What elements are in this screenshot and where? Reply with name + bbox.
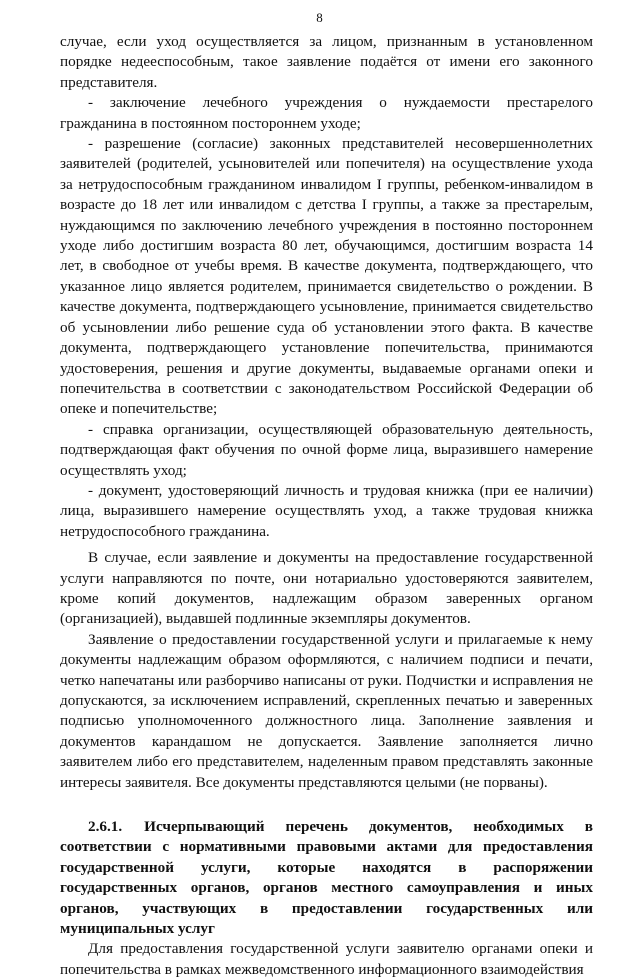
section-title: Исчерпывающий перечень документов, необходимых в соответствии с нормативными правовыми актами для предоставления государственной услуги, которые находятся в распоряжении государственных органов, органов местного самоуправления и иных органов, участвующих в предоставлении государственных или муниципальных услуг [60, 818, 593, 938]
list-item-education-certificate: - справка организации, осуществляющей образовательную деятельность, подтверждающая факт обучения по очной форме лица, выразившего намерение осуществлять уход; [60, 420, 593, 479]
list-item-identity-document: - документ, удостоверяющий личность и трудовая книжка (при ее наличии) лица, выразившего намерение осуществлять уход, а также трудовая книжка нетрудоспособного гражданина. [60, 481, 593, 540]
paragraph-continuation: случае, если уход осуществляется за лицом, признанным в установленном порядке недееспособным, такое заявление подаётся от имени его законного представителя. [60, 33, 593, 91]
section-number: 2.6.1. [88, 818, 123, 836]
list-item-medical-conclusion: - заключение лечебного учреждения о нуждаемости престарелого гражданина в постоянном постороннем уходе; [60, 94, 593, 132]
section-heading [60, 817, 593, 939]
list-item-guardian-permission: - разрешение (согласие) законных представителей несовершеннолетних заявителей (родителей, усыновителей или попечителя) на осуществление ухода за нетрудоспособным гражданином инвалидом I группы, ребенком-инвалидом в возрасте до 18 лет или инвалидом с детства I группы, а также за престарелым, нуждающимся по заключению лечебного учреждения в постоянно постороннем уходе либо достигшим возраста 80 лет, обучающимся, достигшим возраста 14 лет, в свободное от учебы время. В качестве документа, подтверждающего, что указанное лицо является родителем, принимается свидетельство о рождении. В качестве документа, подтверждающего усыновление, принимается свидетельство об усыновлении либо решение суда об установлении этого факта. В качестве документа, подтверждающего установление попечительства, принимаются удостоверения, решения и другие документы, выдаваемые органами опеки и попечительства в соответствии с законодательством Российской Федерации об опеке и попечительстве; [60, 135, 593, 418]
paragraph-postal-submission: В случае, если заявление и документы на предоставление государственной услуги направляются по почте, они нотариально удостоверяются заявителем, кроме копий документов, надлежащим образом заверенных органом (организацией), выдавшей подлинные экземпляры документов. [60, 549, 593, 628]
page-number: 8 [316, 10, 323, 25]
paragraph-form-requirements: Заявление о предоставлении государственной услуги и прилагаемые к нему документы надлежащим образом оформляются, с наличием подписи и печати, четко напечатаны или разборчиво написаны от руки. Подчистки и исправления не допускаются, за исключением исправлений, скрепленных печатью и заверенных подписью уполномоченного должностного лица. Заполнение заявления и документов карандашом не допускается. Заявление заполняется лично заявителем либо его представителем, наделенным правом представлять законные интересы заявителя. Все документы представляются целыми (не порваны). [60, 630, 593, 791]
paragraph-interagency: Для предоставления государственной услуги заявителю органами опеки и попечительства в рамках межведомственного информационного взаимодействия [60, 940, 593, 978]
body-text [60, 32, 593, 980]
